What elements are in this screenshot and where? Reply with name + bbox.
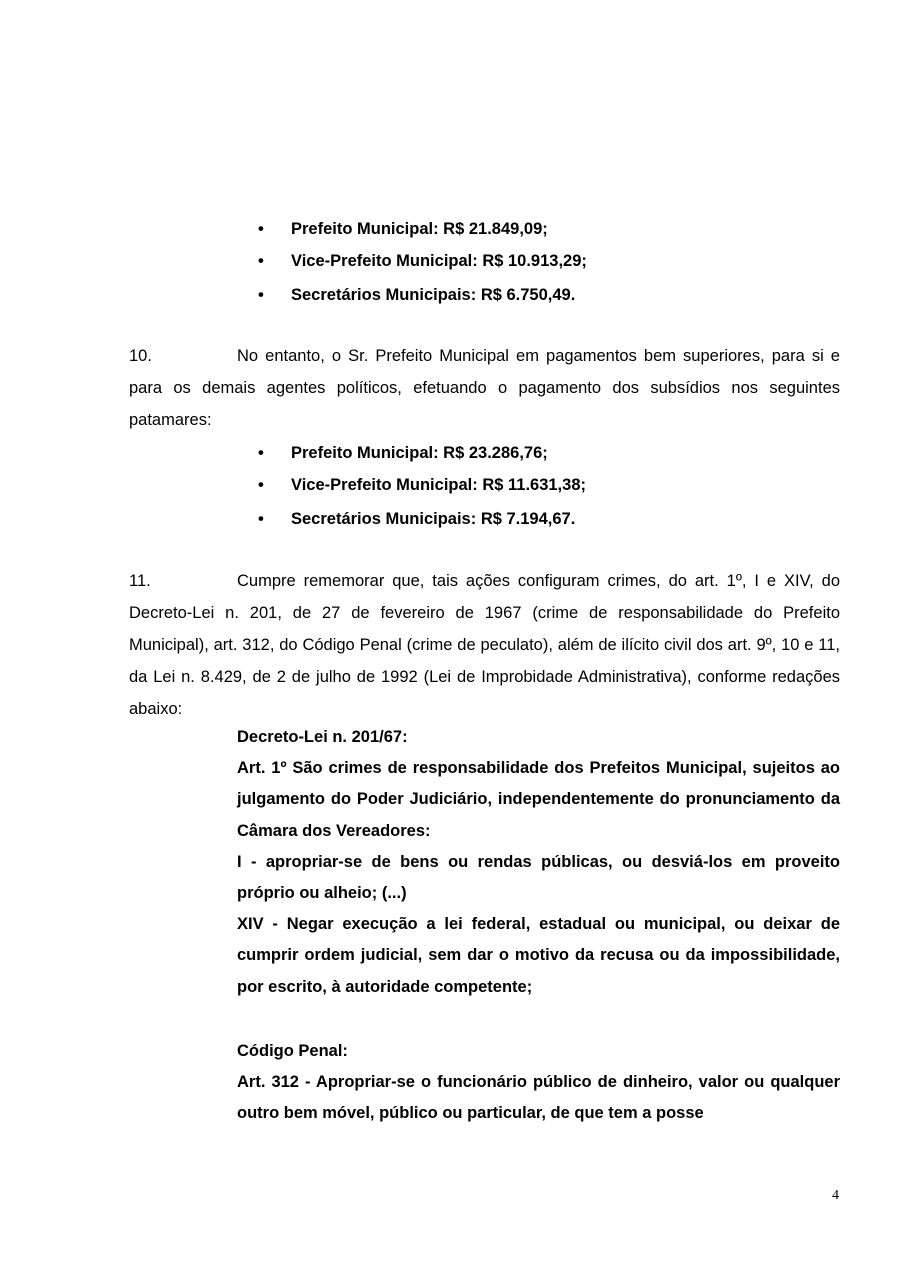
paragraph-11 (129, 565, 840, 725)
legal-quote-codigo-penal (237, 1036, 840, 1130)
paragraph-number: 10. (129, 347, 152, 365)
paragraph-text: Cumpre rememorar que, tais ações configuram crimes, do art. 1º, I e XIV, do Decreto-Lei n. 201, de 27 de fevereiro de 1967 (crime de responsabilidade do Prefeito Municipal), art. 312, do Código Penal (crime de peculato), além de ilícito civil dos art. 9º, 10 e 11, da Lei n. 8.429, de 2 de julho de 1992 (Lei de Improbidade Administrativa), conforme redações abaixo: (129, 572, 840, 718)
document-page: • Prefeito Municipal: R$ 21.849,09; • Vice-Prefeito Municipal: R$ 10.913,29; • Secretários Municipais: R$ 6.750,49. 10. No entanto, o Sr. Prefeito Municipal em pagamentos bem superiores, para si e para os demais agentes políticos, efetuando o pagamento dos subsídios nos seguintes patamares: • Prefeito Municipal: R$ 23.286,76; • Vice-Prefeito Municipal: R$ 11.631,38; • Secretários Municipais: R$ 7.194,67. 11. Cumpre rememorar que, tais ações configuram crimes, do art. 1º, I e XIV, do Decreto-Lei n. 201, de 27 de fevereiro de 1967 (crime de responsabilidade do Prefeito Municipal), art. 312, do Código Penal (crime de peculato), além de ilícito civil dos art. 9º, 10 e 11, da Lei n. 8.429, de 2 de julho de 1992 (Lei de Improbidade Administrativa), conforme redações abaixo: Decreto-Lei n. 201/67: Art. 1º São crimes de responsabilidade dos Prefeitos Municipal, sujeitos ao julgamento do Poder Judiciário, independentemente do pronunciamento da Câmara dos Vereadores: I - apropriar-se de bens ou rendas públicas, ou desviá-los em proveito próprio ou alheio; (...) XIV - Negar execução a lei federal, estadual ou municipal, ou deixar de cumprir ordem judicial, sem dar o motivo da recusa ou da impossibilidade, por escrito, à autoridade competente; Código Penal: Art. 312 - Apropriar-se o funcionário público de dinheiro, valor ou qualquer outro bem móvel, público ou particular, de que tem a posse 4 (129, 220, 840, 1203)
quote-item: XIV - Negar execução a lei federal, estadual ou municipal, ou deixar de cumprir ordem judicial, sem dar o motivo da recusa ou da impossibilidade, por escrito, à autoridade competente; (237, 915, 840, 996)
quote-heading: Decreto-Lei n. 201/67: (237, 728, 408, 746)
quote-heading: Código Penal: (237, 1042, 348, 1060)
bullet-icon: • (258, 252, 264, 270)
paragraph-number: 11. (129, 572, 151, 590)
page-number: 4 (832, 1188, 839, 1203)
quote-article: Art. 1º São crimes de responsabilidade dos Prefeitos Municipal, sujeitos ao julgamento do Poder Judiciário, independentemente do pronunciamento da Câmara dos Vereadores: (237, 759, 840, 840)
quote-item: I - apropriar-se de bens ou rendas públicas, ou desviá-los em proveito próprio ou alheio; (...) (237, 852, 840, 903)
bullet-icon: • (258, 510, 264, 528)
bullet-icon: • (258, 286, 264, 304)
bullet-icon: • (258, 476, 264, 494)
legal-quote-decreto-lei (237, 722, 840, 1003)
paragraph-text: No entanto, o Sr. Prefeito Municipal em pagamentos bem superiores, para si e para os demais agentes políticos, efetuando o pagamento dos subsídios nos seguintes patamares: (129, 347, 840, 429)
quote-article: Art. 312 - Apropriar-se o funcionário público de dinheiro, valor ou qualquer outro bem móvel, público ou particular, de que tem a posse (237, 1073, 840, 1123)
paragraph-10 (129, 340, 840, 436)
bullet-icon: • (258, 220, 264, 238)
bullet-icon: • (258, 444, 264, 462)
